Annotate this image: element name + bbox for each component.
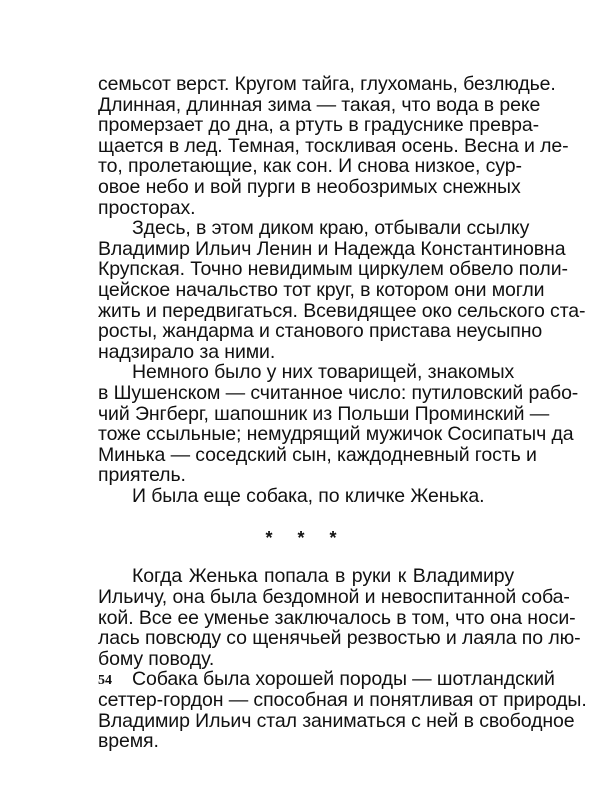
paragraph-3	[98, 361, 579, 487]
text-line: овое небо и вой пурги в необозримых снежных	[98, 175, 521, 198]
text-line: лась повсюду со щенячьей резвостью и лаяла по лю-	[98, 627, 581, 650]
text-line: Ильичу, она была бездомной и невоспитанной соба-	[98, 586, 570, 609]
text-line: Немного было у них товарищей, знакомых	[132, 361, 515, 384]
text-line: Собака была хорошей породы — шотландский	[132, 668, 555, 691]
text-line: надзирало за ними.	[98, 340, 276, 363]
text-line: сеттер-гордон — способная и понятливая от природы.	[98, 689, 587, 712]
text-line: Когда Женька попала в руки к Владимиру	[132, 565, 514, 588]
section-separator: * * *	[265, 528, 347, 549]
paragraph-4	[98, 486, 514, 507]
text-line: щается в лед. Темная, тоскливая осень. Весна и ле-	[98, 134, 569, 157]
text-line: росты, жандарма и станового пристава неусыпно	[98, 320, 543, 343]
text-line: промерзает до дна, а ртуть в градуснике превра-	[98, 114, 540, 137]
text-line: Владимир Ильич стал заниматься с ней в свободное	[98, 709, 575, 732]
page-body	[98, 73, 587, 753]
page-number: 54	[98, 673, 112, 688]
text-line: жить и передвигаться. Всевидящее око сельского ста-	[98, 299, 586, 322]
text-line: Минька — соседский сын, каждодневный гость и	[98, 443, 537, 466]
text-line: просторах.	[98, 196, 196, 219]
text-line: Крупская. Точно невидимым циркулем обвело поли-	[98, 258, 568, 281]
paragraph-2	[98, 217, 586, 363]
text-line: бому поводу.	[98, 647, 215, 670]
text-line: Длинная, длинная зима — такая, что вода в реке	[98, 93, 541, 116]
text-line: кой. Все ее уменье заключалось в том, что она носи-	[98, 606, 576, 629]
text-line: время.	[98, 730, 159, 753]
text-line: Здесь, в этом диком краю, отбывали ссылку	[132, 217, 530, 240]
paragraph-1	[98, 73, 569, 219]
text-line: в Шушенском — считанное число: путиловский рабо-	[98, 381, 579, 404]
text-line: приятель.	[98, 464, 186, 487]
paragraph-5	[98, 565, 581, 670]
text-line: чий Энгберг, шапошник из Польши Проминский —	[98, 402, 550, 425]
text-line: семьсот верст. Кругом тайга, глухомань, безлюдье.	[98, 73, 556, 95]
paragraph-6	[98, 668, 587, 753]
text-line: то, пролетающие, как сон. И снова низкое, сур-	[98, 155, 522, 178]
text-line: И была еще собака, по кличке Женька.	[132, 484, 485, 507]
text-line: Владимир Ильич Ленин и Надежда Константиновна	[98, 237, 566, 260]
text-line: тоже ссыльные; немудрящий мужичок Сосипатыч да	[98, 423, 574, 446]
text-line: цейское начальство тот круг, в котором они могли	[98, 278, 545, 301]
